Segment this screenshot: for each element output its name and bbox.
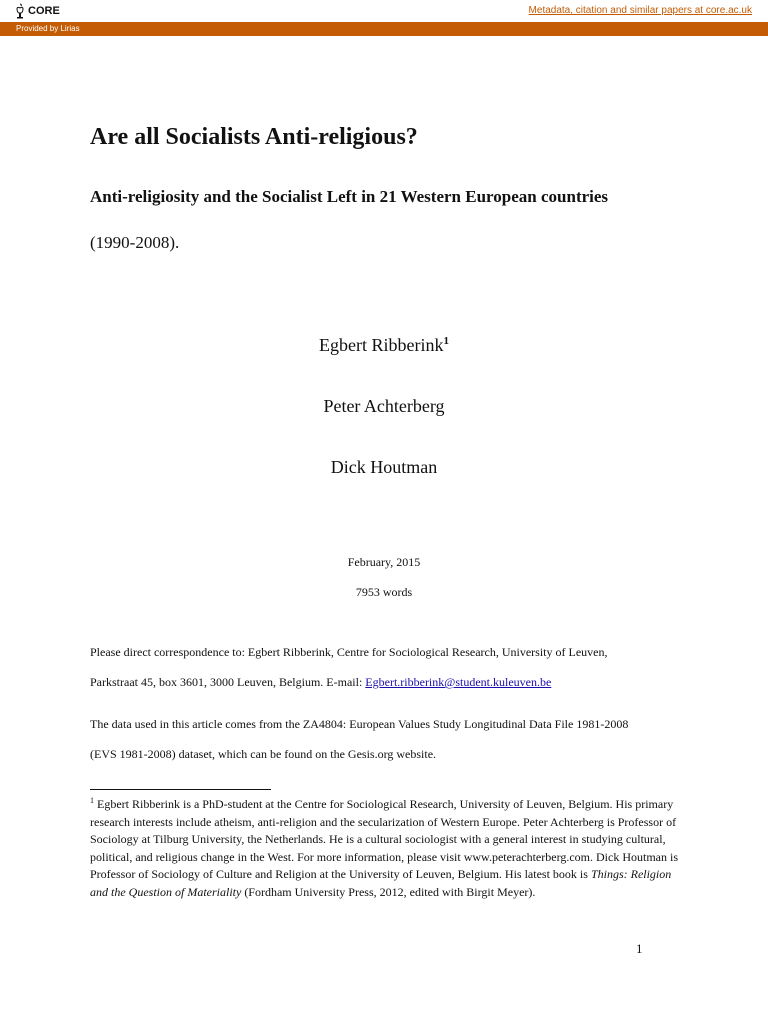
core-top-bar	[0, 0, 768, 23]
core-apple-icon	[14, 3, 26, 19]
author-3-name: Dick Houtman	[330, 457, 438, 477]
email-link[interactable]: Egbert.ribberink@student.kuleuven.be	[365, 675, 552, 689]
word-count: 7953 words	[355, 585, 413, 599]
provided-by-text: Provided by Lirias	[16, 24, 80, 33]
page-number: 1	[636, 941, 643, 956]
core-metadata-link[interactable]: Metadata, citation and similar papers at core.ac.uk	[528, 5, 752, 16]
footnote-book-title: Things: Religion and the Question of Materiality	[90, 867, 672, 899]
correspondence-address: Parkstraat 45, box 3601, 3000 Leuven, Belgium. E-mail:	[90, 675, 366, 689]
author-2	[0, 396, 768, 417]
footnote-separator	[90, 789, 271, 790]
paper-date: February, 2015	[347, 555, 421, 569]
core-logo[interactable]	[14, 3, 60, 19]
data-source-line-1: The data used in this article comes from the ZA4804: European Values Study Longitudinal Data File 1981-2008	[90, 717, 629, 731]
footnote-text-b: (Fordham University Press, 2012, edited with Birgit Meyer).	[241, 884, 536, 899]
paper-title: Are all Socialists Anti-religious?	[90, 124, 418, 150]
provided-by-bar	[0, 22, 768, 36]
correspondence-line-2	[90, 675, 551, 690]
footnote-text-a: Egbert Ribberink is a PhD-student at the Centre for Sociological Research, University of Leuven, Belgium. His primary research interests include atheism, anti-religion and the secularization of Western Europe. Peter Achterberg is Professor of Sociology at Tilburg University, the Netherlands. He is a cultural sociologist with a general interest in studying cultural, political, and religious change in the West. For more information, please visit www.peterachterberg.com. Dick Houtman is Professor of Sociology of Culture and Religion at the University of Leuven, Belgium. His latest book is	[90, 797, 678, 882]
core-logo-text: CORE	[28, 5, 60, 17]
paper-subtitle: Anti-religiosity and the Socialist Left in 21 Western European countries	[90, 187, 609, 206]
author-2-name: Peter Achterberg	[323, 396, 445, 416]
paper-subtitle-years: (1990-2008).	[90, 233, 180, 252]
author-1	[0, 335, 768, 356]
data-source-line-2: (EVS 1981-2008) dataset, which can be found on the Gesis.org website.	[90, 747, 437, 761]
author-3	[0, 457, 768, 478]
author-1-name: Egbert Ribberink	[319, 335, 444, 355]
author-1-footnote-mark: 1	[443, 335, 449, 347]
footnote-1	[90, 796, 690, 902]
footnote-mark: 1	[90, 796, 94, 805]
correspondence-line-1: Please direct correspondence to: Egbert Ribberink, Centre for Sociological Research, University of Leuven,	[90, 645, 608, 659]
